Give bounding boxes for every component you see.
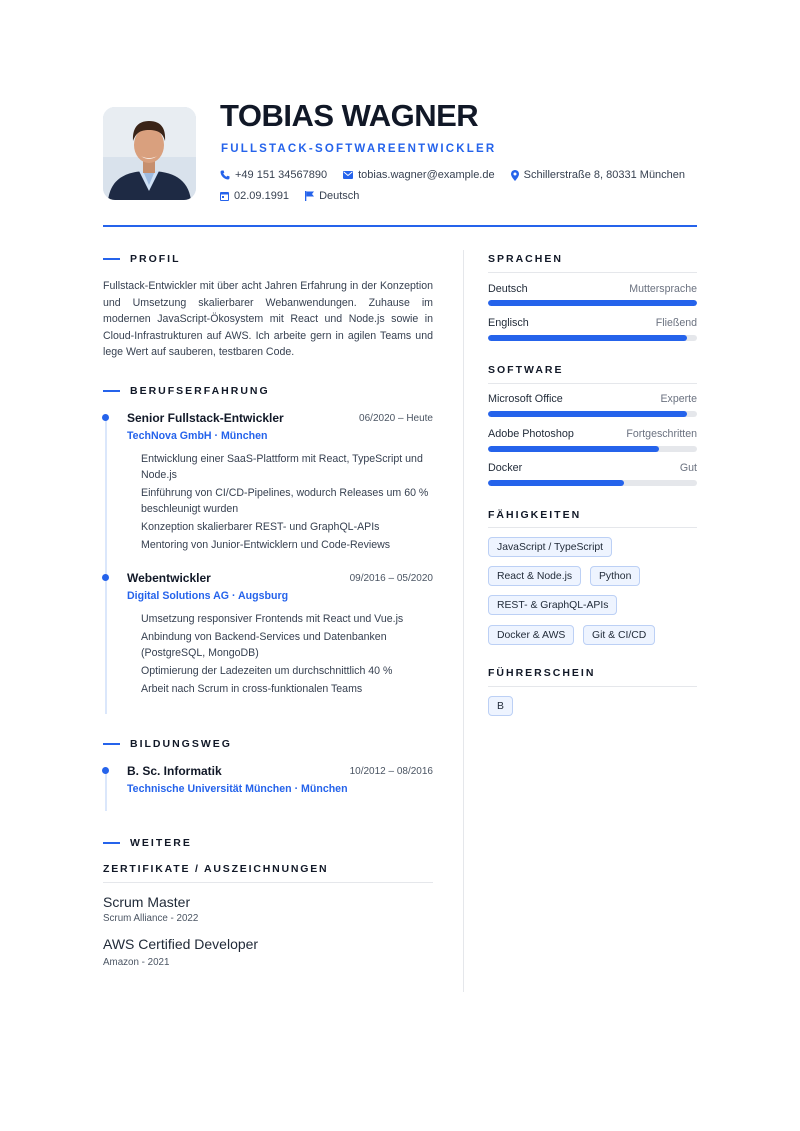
list-item: Einführung von CI/CD-Pipelines, wodurch Releases um 60 % beschleunigt wurden: [141, 487, 429, 515]
software-3-bar: [488, 480, 697, 486]
education-1-school: Technische Universität München · München: [127, 783, 348, 795]
bar-fill: [488, 335, 687, 341]
contact-row-2: [220, 190, 359, 202]
education-timeline: [105, 769, 107, 811]
job-title: FULLSTACK-SOFTWAREENTWICKLER: [221, 143, 497, 155]
candidate-name: TOBIAS WAGNER: [220, 98, 479, 133]
column-divider: [463, 250, 464, 992]
list-item: Anbindung von Backend-Services und Datenbanken (PostgreSQL, MongoDB): [141, 631, 387, 659]
job-2-company: Digital Solutions AG · Augsburg: [127, 590, 289, 602]
nationality-text: Deutsch: [319, 190, 360, 202]
education-1-date: 10/2012 – 08/2016: [349, 766, 433, 777]
job-2-date: 09/2016 – 05/2020: [349, 573, 433, 584]
bar-fill: [488, 300, 697, 306]
email-text: tobias.wagner@example.de: [358, 169, 495, 181]
certificates-divider: [103, 882, 433, 883]
profile-photo: [103, 107, 196, 200]
section-heading-other: WEITERE: [103, 837, 192, 849]
certificates-heading: ZERTIFIKATE / AUSZEICHNUNGEN: [103, 863, 329, 875]
software-1-bar: [488, 411, 697, 417]
section-heading-skills: FÄHIGKEITEN: [488, 509, 582, 521]
language-1-level: Muttersprache: [629, 283, 697, 295]
language-2-level: Fließend: [655, 317, 697, 329]
software-3-name: Docker: [488, 462, 523, 474]
skill-chip: REST- & GraphQL-APIs: [488, 595, 617, 615]
skill-chip: React & Node.js: [488, 566, 581, 586]
section-heading-profile: PROFIL: [103, 253, 181, 265]
calendar-icon: [220, 191, 229, 201]
skill-chip: Python: [590, 566, 640, 586]
contact-birthdate: [220, 190, 289, 202]
section-heading-education: BILDUNGSWEG: [103, 738, 232, 750]
skill-chip: JavaScript / TypeScript: [488, 537, 612, 557]
software-2-name: Adobe Photoshop: [488, 428, 574, 440]
section-heading-license: FÜHRERSCHEIN: [488, 667, 596, 679]
contact-nationality: [305, 190, 359, 202]
cert-2-meta: Amazon - 2021: [103, 957, 170, 968]
section-heading-software: SOFTWARE: [488, 364, 564, 376]
list-item: Optimierung der Ladezeiten um durchschnittlich 40 %: [141, 665, 393, 677]
language-2-bar: [488, 335, 697, 341]
section-divider: [488, 686, 697, 687]
skill-chip: Docker & AWS: [488, 625, 574, 645]
birthdate-text: 02.09.1991: [234, 190, 290, 202]
education-1-title: B. Sc. Informatik: [127, 764, 222, 778]
skill-chip: Git & CI/CD: [583, 625, 655, 645]
location-pin-icon: [511, 170, 519, 181]
section-dash: [103, 743, 120, 745]
timeline-dot: [102, 414, 109, 421]
phone-icon: [220, 170, 230, 180]
section-divider: [488, 383, 697, 384]
language-2-name: Englisch: [488, 317, 529, 329]
bar-fill: [488, 446, 659, 452]
bar-fill: [488, 411, 687, 417]
cert-1-name: Scrum Master: [103, 894, 191, 910]
language-1-name: Deutsch: [488, 283, 528, 295]
bar-fill: [488, 480, 624, 486]
contact-phone[interactable]: [220, 169, 327, 181]
timeline-dot: [102, 767, 109, 774]
timeline-dot: [102, 574, 109, 581]
list-item: Arbeit nach Scrum in cross-funktionalen Teams: [141, 683, 363, 695]
phone-text: +49 151 34567890: [235, 169, 328, 181]
software-2-bar: [488, 446, 697, 452]
license-chip: B: [488, 696, 513, 716]
contact-email[interactable]: [343, 169, 495, 181]
software-2-level: Fortgeschritten: [626, 428, 697, 440]
job-1-title: Senior Fullstack-Entwickler: [127, 411, 284, 425]
cert-1-meta: Scrum Alliance - 2022: [103, 913, 199, 924]
profile-text: Fullstack-Entwickler mit über acht Jahren Erfahrung in der Konzeption und Umsetzung skalierbarer Webanwendungen. Zuhause im modernen JavaScript-Ökosystem mit React und Node.js sowie in Cloud-Infrastrukturen auf AWS. Ich arbeite gern in agilen Teams und lege Wert auf sauberen, testbaren Code.: [103, 280, 433, 359]
list-item: Konzeption skalierbarer REST- und GraphQL-APIs: [141, 521, 380, 533]
section-divider: [488, 527, 697, 528]
header-divider: [103, 225, 697, 227]
job-2-title: Webentwickler: [127, 571, 211, 585]
contact-row-1: [220, 169, 685, 181]
section-heading-languages: SPRACHEN: [488, 253, 563, 265]
job-2-bullets: [141, 611, 433, 699]
language-1-bar: [488, 300, 697, 306]
job-1-company: TechNova GmbH · München: [127, 430, 268, 442]
section-dash: [103, 390, 120, 392]
list-item: Entwicklung einer SaaS-Plattform mit React, TypeScript und Node.js: [141, 453, 423, 481]
section-heading-experience: BERUFSERFAHRUNG: [103, 385, 270, 397]
software-3-level: Gut: [679, 462, 697, 474]
cert-2-name: AWS Certified Developer: [103, 936, 259, 952]
list-item: Umsetzung responsiver Frontends mit React und Vue.js: [141, 613, 404, 625]
experience-timeline: [105, 416, 107, 714]
address-text: Schillerstraße 8, 80331 München: [523, 169, 686, 181]
section-dash: [103, 842, 120, 844]
section-divider: [488, 272, 697, 273]
list-item: Mentoring von Junior-Entwicklern und Code-Reviews: [141, 539, 391, 551]
software-1-level: Experte: [660, 393, 697, 405]
job-1-bullets: [141, 451, 433, 555]
section-dash: [103, 258, 120, 260]
mail-icon: [343, 171, 353, 179]
software-1-name: Microsoft Office: [488, 393, 563, 405]
contact-address: [511, 169, 685, 181]
job-1-date: 06/2020 – Heute: [359, 413, 433, 424]
flag-icon: [305, 191, 314, 201]
